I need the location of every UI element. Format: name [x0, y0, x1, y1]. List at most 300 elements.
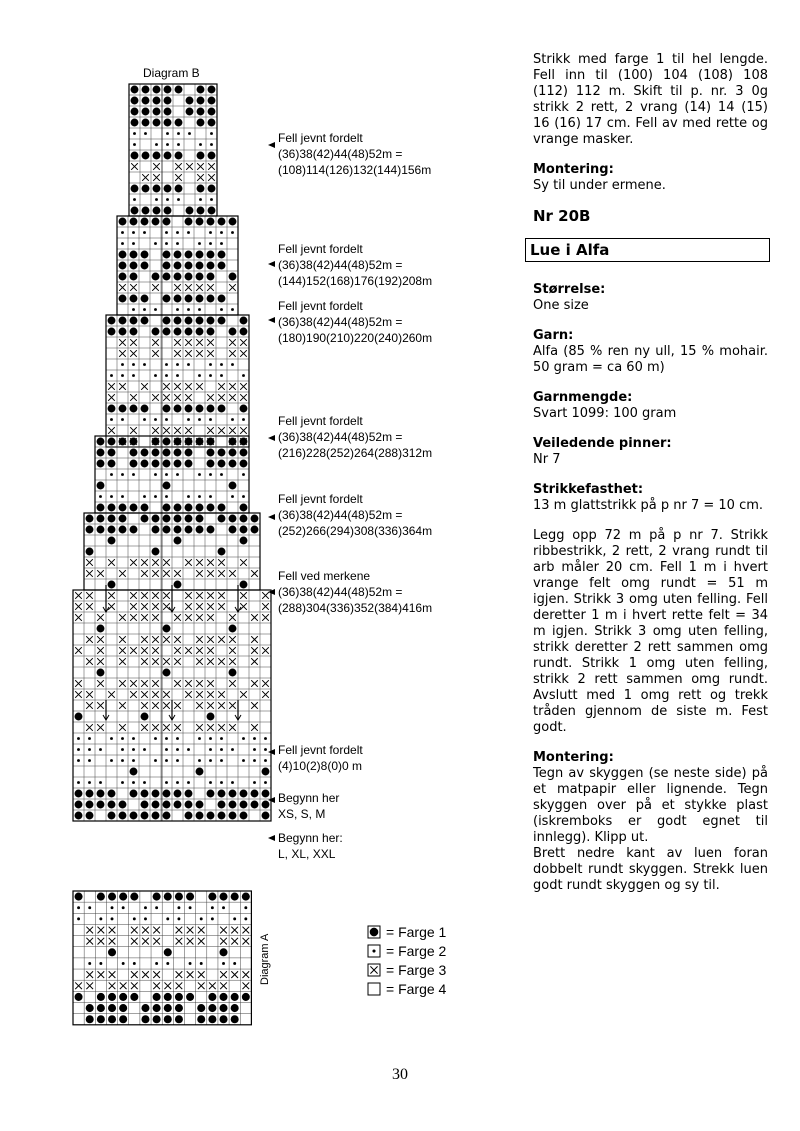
filled-dot-icon: [97, 460, 105, 468]
filled-dot-icon: [208, 152, 216, 160]
filled-dot-icon: [174, 317, 182, 325]
small-dot-icon: [209, 374, 212, 377]
small-dot-icon: [155, 198, 158, 201]
small-dot-icon: [200, 962, 203, 965]
cross-icon: [108, 383, 115, 390]
filled-dot-icon: [218, 295, 226, 303]
pattern-text-column: [530, 52, 768, 908]
cross-icon: [174, 647, 181, 654]
cross-icon: [152, 284, 159, 291]
filled-dot-icon: [197, 185, 205, 193]
cross-icon: [108, 559, 115, 566]
cross-icon: [185, 592, 192, 599]
small-dot-icon: [198, 473, 201, 476]
filled-dot-icon: [163, 251, 171, 259]
cross-icon: [163, 636, 170, 643]
small-dot-icon: [177, 143, 180, 146]
small-dot-icon: [143, 748, 146, 751]
small-dot-icon: [220, 473, 223, 476]
cross-icon: [218, 658, 225, 665]
cross-icon: [141, 603, 148, 610]
cross-icon: [229, 680, 236, 687]
filled-dot-icon: [108, 1004, 116, 1012]
filled-dot-icon: [164, 207, 172, 215]
filled-dot-icon: [196, 526, 204, 534]
filled-dot-icon: [86, 812, 94, 820]
filled-dot-icon: [119, 526, 127, 534]
filled-dot-icon: [163, 526, 171, 534]
filled-dot-icon: [174, 262, 182, 270]
cross-icon: [207, 394, 214, 401]
small-dot-icon: [187, 308, 190, 311]
small-dot-icon: [121, 231, 124, 234]
cross-icon: [229, 427, 236, 434]
cross-icon: [141, 383, 148, 390]
cross-icon: [218, 724, 225, 731]
annotation-line: (144)152(168)176(192)208m: [278, 274, 433, 288]
annotation-line: (108)114(126)132(144)156m: [278, 163, 432, 177]
filled-dot-icon: [163, 328, 171, 336]
small-dot-icon: [198, 418, 201, 421]
yarn-amount-text: Svart 1099: 100 gram: [533, 406, 677, 421]
filled-dot-icon: [97, 482, 105, 490]
small-dot-icon: [154, 759, 157, 762]
filled-dot-icon: [153, 119, 161, 127]
cross-icon: [97, 658, 104, 665]
small-dot-icon: [253, 781, 256, 784]
cross-icon: [142, 174, 149, 181]
filled-dot-icon: [153, 185, 161, 193]
cross-icon: [97, 570, 104, 577]
cross-icon: [185, 603, 192, 610]
cross-icon: [240, 427, 247, 434]
filled-dot-icon: [130, 449, 138, 457]
filled-dot-icon: [130, 790, 138, 798]
filled-dot-icon: [207, 526, 215, 534]
small-dot-icon: [99, 495, 102, 498]
cross-icon: [218, 559, 225, 566]
filled-dot-icon: [130, 460, 138, 468]
small-dot-icon: [187, 231, 190, 234]
small-dot-icon: [88, 962, 91, 965]
filled-dot-icon: [163, 449, 171, 457]
small-dot-icon: [110, 418, 113, 421]
cross-icon: [163, 691, 170, 698]
filled-dot-icon: [218, 262, 226, 270]
cross-icon: [174, 658, 181, 665]
filled-dot-icon: [174, 526, 182, 534]
filled-dot-icon: [229, 449, 237, 457]
cross-icon: [242, 971, 249, 978]
cross-icon: [97, 636, 104, 643]
filled-dot-icon: [141, 515, 149, 523]
cross-icon: [207, 647, 214, 654]
cross-icon: [86, 971, 93, 978]
filled-dot-icon: [208, 185, 216, 193]
small-dot-icon: [198, 308, 201, 311]
filled-dot-icon: [142, 152, 150, 160]
filled-dot-icon: [108, 537, 116, 545]
filled-dot-icon: [231, 1004, 239, 1012]
pointer-arrow-icon: [268, 261, 275, 267]
small-dot-icon: [220, 363, 223, 366]
small-dot-icon: [231, 231, 234, 234]
filled-dot-icon: [197, 119, 205, 127]
cross-icon: [75, 592, 82, 599]
cross-icon: [218, 636, 225, 643]
cross-icon: [97, 702, 104, 709]
filled-dot-icon: [218, 515, 226, 523]
filled-dot-icon: [131, 152, 139, 160]
cross-icon: [231, 927, 238, 934]
filled-dot-icon: [153, 993, 161, 1001]
small-dot-icon: [188, 132, 191, 135]
cross-icon: [130, 603, 137, 610]
cross-icon: [152, 658, 159, 665]
filled-dot-icon: [196, 273, 204, 281]
cross-icon: [86, 603, 93, 610]
filled-dot-icon: [218, 790, 226, 798]
filled-dot-icon: [186, 97, 194, 105]
cross-icon: [196, 383, 203, 390]
cross-icon: [142, 927, 149, 934]
small-dot-icon: [154, 242, 157, 245]
filled-dot-icon: [130, 893, 138, 901]
filled-dot-icon: [152, 548, 160, 556]
small-dot-icon: [154, 495, 157, 498]
cross-icon: [152, 394, 159, 401]
cross-icon: [75, 691, 82, 698]
filled-dot-icon: [97, 801, 105, 809]
pointer-arrow-icon: [268, 435, 275, 441]
cross-icon: [141, 570, 148, 577]
cross-icon: [251, 658, 258, 665]
cross-icon: [86, 570, 93, 577]
cross-icon: [119, 570, 126, 577]
cross-icon: [229, 702, 236, 709]
small-dot-icon: [155, 906, 158, 909]
filled-dot-icon: [163, 262, 171, 270]
cross-icon: [174, 427, 181, 434]
filled-dot-icon: [262, 768, 270, 776]
pointer-arrow-icon: [268, 317, 275, 323]
filled-dot-icon: [196, 328, 204, 336]
small-dot-icon: [155, 962, 158, 965]
cross-icon: [251, 724, 258, 731]
small-dot-icon: [143, 363, 146, 366]
cross-icon: [187, 938, 194, 945]
small-dot-icon: [132, 473, 135, 476]
filled-dot-icon: [86, 790, 94, 798]
legend-label: = Farge 3: [386, 962, 447, 978]
small-dot-icon: [220, 308, 223, 311]
filled-dot-icon: [153, 86, 161, 94]
instructions-text: Legg opp 72 m på p nr 7. Strikk ribbestrikk, 2 rett, 2 vrang rundt til arb måler 20 cm. Fell 1 m i hvert vrange felt omg rundt = 51 m igjen. Strikk 3 omg uten felling. Fell deretter 1 m i hvert rette felt = 34 m igjen. Strikk 3 omg uten felling, strikk deretter 2 rett sammen omg rundt. Strikk 1 omg uten felling, strikk 2 rett sammen omg rundt. Avslutt med 1 omg rett og trekk tråden gjennom de siste m. Fest godt.: [533, 528, 768, 735]
small-dot-icon: [77, 917, 80, 920]
filled-dot-icon: [218, 460, 226, 468]
filled-dot-icon: [163, 669, 171, 677]
filled-dot-icon: [220, 1004, 228, 1012]
cross-icon: [251, 636, 258, 643]
filled-dot-icon: [185, 790, 193, 798]
cross-icon: [196, 339, 203, 346]
cross-icon: [152, 680, 159, 687]
pointer-arrow-icon: [268, 514, 275, 520]
filled-dot-icon: [163, 801, 171, 809]
filled-dot-icon: [164, 185, 172, 193]
filled-dot-icon: [196, 812, 204, 820]
cross-icon: [119, 658, 126, 665]
cross-icon: [207, 691, 214, 698]
small-dot-icon: [154, 473, 157, 476]
small-dot-icon: [264, 759, 267, 762]
cross-icon: [75, 647, 82, 654]
annotation-line: (288)304(336)352(384)416m: [278, 601, 433, 615]
filled-dot-icon: [97, 1004, 105, 1012]
filled-dot-icon: [185, 328, 193, 336]
small-dot-icon: [209, 363, 212, 366]
filled-dot-icon: [207, 449, 215, 457]
cross-icon: [196, 724, 203, 731]
cross-icon: [231, 971, 238, 978]
cross-icon: [152, 636, 159, 643]
filled-dot-icon: [185, 526, 193, 534]
cross-icon: [153, 971, 160, 978]
small-dot-icon: [220, 759, 223, 762]
filled-dot-icon: [185, 218, 193, 226]
filled-dot-icon: [119, 515, 127, 523]
grid-lines: [84, 513, 260, 590]
small-dot-icon: [242, 473, 245, 476]
small-dot-icon: [165, 242, 168, 245]
filled-dot-icon: [185, 251, 193, 259]
small-dot-icon: [143, 418, 146, 421]
cross-icon: [251, 680, 258, 687]
filled-dot-icon: [208, 108, 216, 116]
filled-dot-icon: [108, 328, 116, 336]
filled-dot-icon: [208, 86, 216, 94]
filled-dot-icon: [163, 438, 171, 446]
filled-dot-icon: [175, 152, 183, 160]
small-dot-icon: [198, 495, 201, 498]
small-dot-icon: [189, 962, 192, 965]
small-dot-icon: [220, 748, 223, 751]
small-dot-icon: [132, 242, 135, 245]
filled-dot-icon: [207, 504, 215, 512]
filled-dot-icon: [153, 97, 161, 105]
filled-dot-icon: [152, 218, 160, 226]
filled-dot-icon: [174, 295, 182, 303]
cross-icon: [207, 636, 214, 643]
cross-icon: [164, 982, 171, 989]
small-dot-icon: [121, 363, 124, 366]
cross-icon: [130, 614, 137, 621]
filled-dot-icon: [152, 460, 160, 468]
filled-dot-icon: [175, 86, 183, 94]
small-dot-icon: [253, 737, 256, 740]
annotation-line: (36)38(42)44(48)52m =: [278, 508, 403, 522]
cross-icon: [131, 927, 138, 934]
small-dot-icon: [154, 374, 157, 377]
small-dot-icon: [166, 198, 169, 201]
cross-icon: [130, 284, 137, 291]
size-section: [533, 282, 768, 314]
filled-dot-icon: [207, 328, 215, 336]
cross-icon: [240, 383, 247, 390]
small-dot-icon: [231, 781, 234, 784]
small-dot-icon: [220, 374, 223, 377]
page-number: 30: [392, 1066, 408, 1083]
diagram-b-title: Diagram B: [143, 66, 200, 80]
small-dot-icon: [187, 781, 190, 784]
cross-icon: [185, 383, 192, 390]
gauge-section: [533, 482, 768, 514]
small-dot-icon: [165, 748, 168, 751]
filled-dot-icon: [197, 1004, 205, 1012]
cross-icon: [196, 603, 203, 610]
small-dot-icon: [99, 917, 102, 920]
filled-dot-icon: [229, 482, 237, 490]
cross-icon: [141, 636, 148, 643]
filled-dot-icon: [164, 993, 172, 1001]
small-dot-icon: [264, 748, 267, 751]
filled-dot-icon: [174, 790, 182, 798]
yarn-section: [533, 328, 768, 376]
intro-text: Strikk med farge 1 til hel lengde. Fell inn til (100) 104 (108) 108 (112) 112 m. Skift til p. nr. 3 0g strikk 2 rett, 2 vrang (14) 14 (15) 16 (16) 17 cm. Fell av med rette og vrange masker.: [533, 52, 768, 147]
cross-icon: [152, 592, 159, 599]
filled-dot-icon: [208, 893, 216, 901]
filled-dot-icon: [97, 669, 105, 677]
montering-heading-2: Montering:: [533, 750, 614, 765]
cross-icon: [174, 284, 181, 291]
cross-icon: [185, 647, 192, 654]
annotation-line: (36)38(42)44(48)52m =: [278, 258, 403, 272]
filled-dot-icon: [262, 790, 270, 798]
small-dot-icon: [110, 737, 113, 740]
cross-icon: [153, 982, 160, 989]
cross-icon: [174, 636, 181, 643]
filled-dot-icon: [208, 1004, 216, 1012]
small-dot-icon: [187, 495, 190, 498]
filled-dot-icon: [220, 893, 228, 901]
small-dot-icon: [88, 906, 91, 909]
filled-dot-icon: [196, 262, 204, 270]
filled-dot-icon: [218, 449, 226, 457]
small-dot-icon: [177, 132, 180, 135]
filled-dot-icon: [119, 328, 127, 336]
filled-dot-icon: [119, 262, 127, 270]
cross-icon: [131, 971, 138, 978]
filled-dot-icon: [97, 438, 105, 446]
cross-icon: [242, 938, 249, 945]
filled-dot-icon: [141, 405, 149, 413]
cross-icon: [207, 350, 214, 357]
small-dot-icon: [242, 495, 245, 498]
filled-dot-icon: [185, 295, 193, 303]
filled-dot-icon: [153, 1004, 161, 1012]
cross-icon: [163, 603, 170, 610]
filled-dot-icon: [119, 317, 127, 325]
small-dot-icon: [132, 374, 135, 377]
filled-dot-icon: [75, 893, 83, 901]
filled-dot-icon: [185, 438, 193, 446]
filled-dot-icon: [207, 317, 215, 325]
filled-dot-icon: [174, 438, 182, 446]
cross-icon: [152, 724, 159, 731]
filled-dot-icon: [164, 119, 172, 127]
filled-dot-icon: [142, 185, 150, 193]
pointer-arrow-icon: [268, 835, 275, 841]
filled-dot-icon: [175, 993, 183, 1001]
filled-dot-icon: [141, 262, 149, 270]
cross-icon: [141, 680, 148, 687]
cross-icon: [130, 691, 137, 698]
cross-icon: [176, 938, 183, 945]
cross-icon: [185, 680, 192, 687]
filled-dot-icon: [185, 460, 193, 468]
cross-icon: [185, 350, 192, 357]
cross-icon: [220, 938, 227, 945]
small-dot-icon: [132, 231, 135, 234]
cross-icon: [218, 603, 225, 610]
cross-icon: [196, 680, 203, 687]
filled-dot-icon: [207, 812, 215, 820]
filled-dot-icon: [240, 438, 248, 446]
small-dot-icon: [242, 759, 245, 762]
small-dot-icon: [132, 748, 135, 751]
small-dot-icon: [177, 917, 180, 920]
cross-icon: [152, 614, 159, 621]
small-dot-icon: [165, 473, 168, 476]
filled-dot-icon: [97, 993, 105, 1001]
filled-dot-icon: [185, 405, 193, 413]
filled-dot-icon: [240, 537, 248, 545]
filled-dot-icon: [141, 1004, 149, 1012]
small-dot-icon: [111, 906, 114, 909]
cross-icon: [229, 614, 236, 621]
small-dot-icon: [231, 495, 234, 498]
cross-icon: [262, 592, 269, 599]
filled-dot-icon: [152, 273, 160, 281]
small-dot-icon: [99, 781, 102, 784]
cross-icon: [185, 614, 192, 621]
small-dot-icon: [176, 781, 179, 784]
cross-icon: [152, 559, 159, 566]
small-dot-icon: [210, 198, 213, 201]
filled-dot-icon: [152, 801, 160, 809]
filled-dot-icon: [130, 526, 138, 534]
small-dot-icon: [210, 132, 213, 135]
filled-dot-icon: [163, 460, 171, 468]
cross-icon: [163, 559, 170, 566]
filled-dot-icon: [240, 405, 248, 413]
filled-dot-icon: [108, 812, 116, 820]
filled-dot-icon: [141, 504, 149, 512]
cross-icon: [131, 163, 138, 170]
filled-dot-icon: [108, 948, 116, 956]
filled-dot-icon: [108, 993, 116, 1001]
small-dot-icon: [231, 308, 234, 311]
small-dot-icon: [200, 917, 203, 920]
annotation-line: XS, S, M: [278, 807, 326, 821]
yarn-heading: Garn:: [533, 328, 574, 343]
filled-dot-icon: [164, 108, 172, 116]
cross-icon: [207, 614, 214, 621]
cross-icon: [119, 636, 126, 643]
filled-dot-icon: [163, 317, 171, 325]
small-dot-icon: [199, 143, 202, 146]
cross-icon: [229, 339, 236, 346]
